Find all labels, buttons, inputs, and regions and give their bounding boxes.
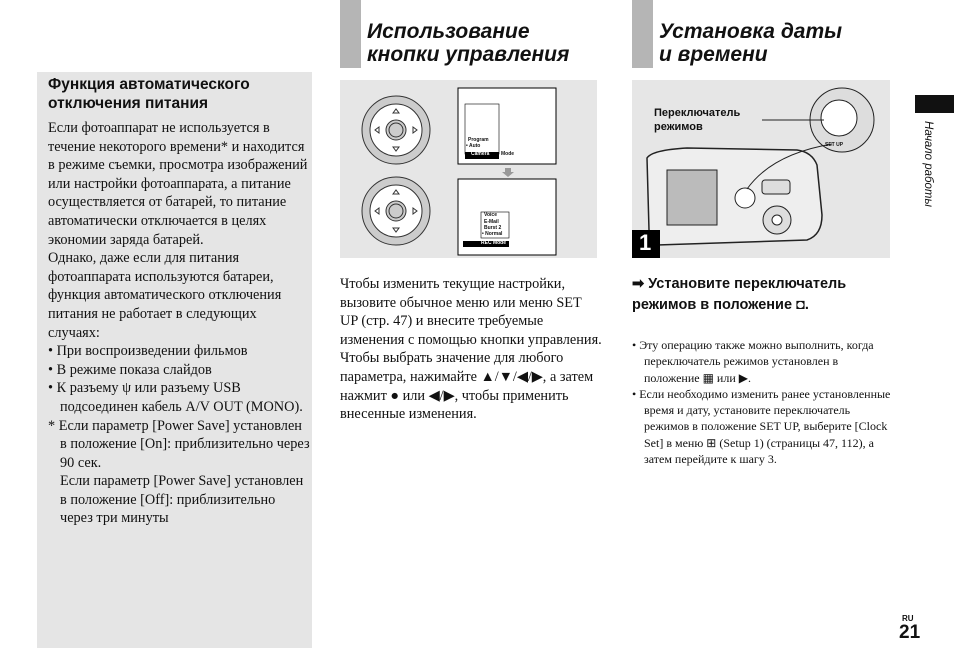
list-item: • В режиме показа слайдов	[48, 361, 212, 378]
list-item: • Эту операцию также можно выполнить, когда переключатель режимов установлен в положение ▦ или ▶.	[632, 338, 874, 385]
camera-figure: Переключатель режимов SET UP 1	[632, 80, 890, 258]
section-label: Начало работы	[922, 121, 934, 207]
heading-bar	[632, 0, 653, 68]
list-item: • При воспроизведении фильмов	[48, 343, 248, 360]
section-heading: Функция автоматического отключения питания	[48, 76, 250, 112]
control-button-icon	[340, 80, 597, 258]
list-item: • Если необходимо изменить ранее установленные время и дату, установите переключатель режимов в положение SET UP, выберите [Clock Set] в меню ⊞ (Setup 1) (страницы 47, 112), а затем перейдите к шагу 3.	[632, 386, 891, 467]
heading-bar	[340, 0, 361, 68]
paragraph: Однако, даже если для питания фотоаппарата используются батареи, функция автоматического отключения питания не работает в следующих случаях:	[48, 250, 282, 341]
mode-switch-callout: Переключатель режимов	[654, 107, 741, 133]
footnote: Если параметр [Power Save] установлен в положение [Off]: приблизительно через три минуты	[60, 473, 304, 527]
auto-off-text	[48, 119, 310, 528]
section-tab	[915, 95, 954, 113]
arrow-down-icon	[502, 168, 514, 177]
control-button-figure: Program • Auto Camera Mode Voice E-Mail Burst 2 • Normal REC Mode	[340, 80, 597, 258]
step-number: 1	[639, 230, 652, 255]
page-title: Установка даты и времени	[659, 20, 843, 66]
footnote: * Если параметр [Power Save] установлен в положение [On]: приблизительно через 90 сек.	[48, 417, 310, 471]
page-title: Использование кнопки управления	[367, 20, 570, 66]
language-code: RU	[902, 614, 914, 623]
list-item: • К разъему ψ или разъему USB подсоединен кабель A/V OUT (MONO).	[48, 380, 303, 415]
step-instruction: ➡ Установите переключатель режимов в положение ◘.	[632, 276, 847, 313]
page-number: 21	[899, 622, 921, 643]
notes-list	[632, 337, 894, 467]
control-text: Чтобы изменить текущие настройки, вызовите обычное меню или меню SET UP (стр. 47) и внесите требуемые изменения с помощью кнопки управления. Чтобы выбрать значение для любого параметра, нажимайте ▲/▼/◀/▶, а затем нажмит ● или ◀/▶, чтобы применить внесенные изменения.	[340, 276, 602, 423]
paragraph: Если фотоаппарат не используется в течение некоторого времени* и находится в режиме съемки, просмотра изображений или настройки фотоаппарата, а питание осуществляется от батарей, то питание автоматически отключается в целях экономии заряда батарей.	[48, 120, 308, 248]
